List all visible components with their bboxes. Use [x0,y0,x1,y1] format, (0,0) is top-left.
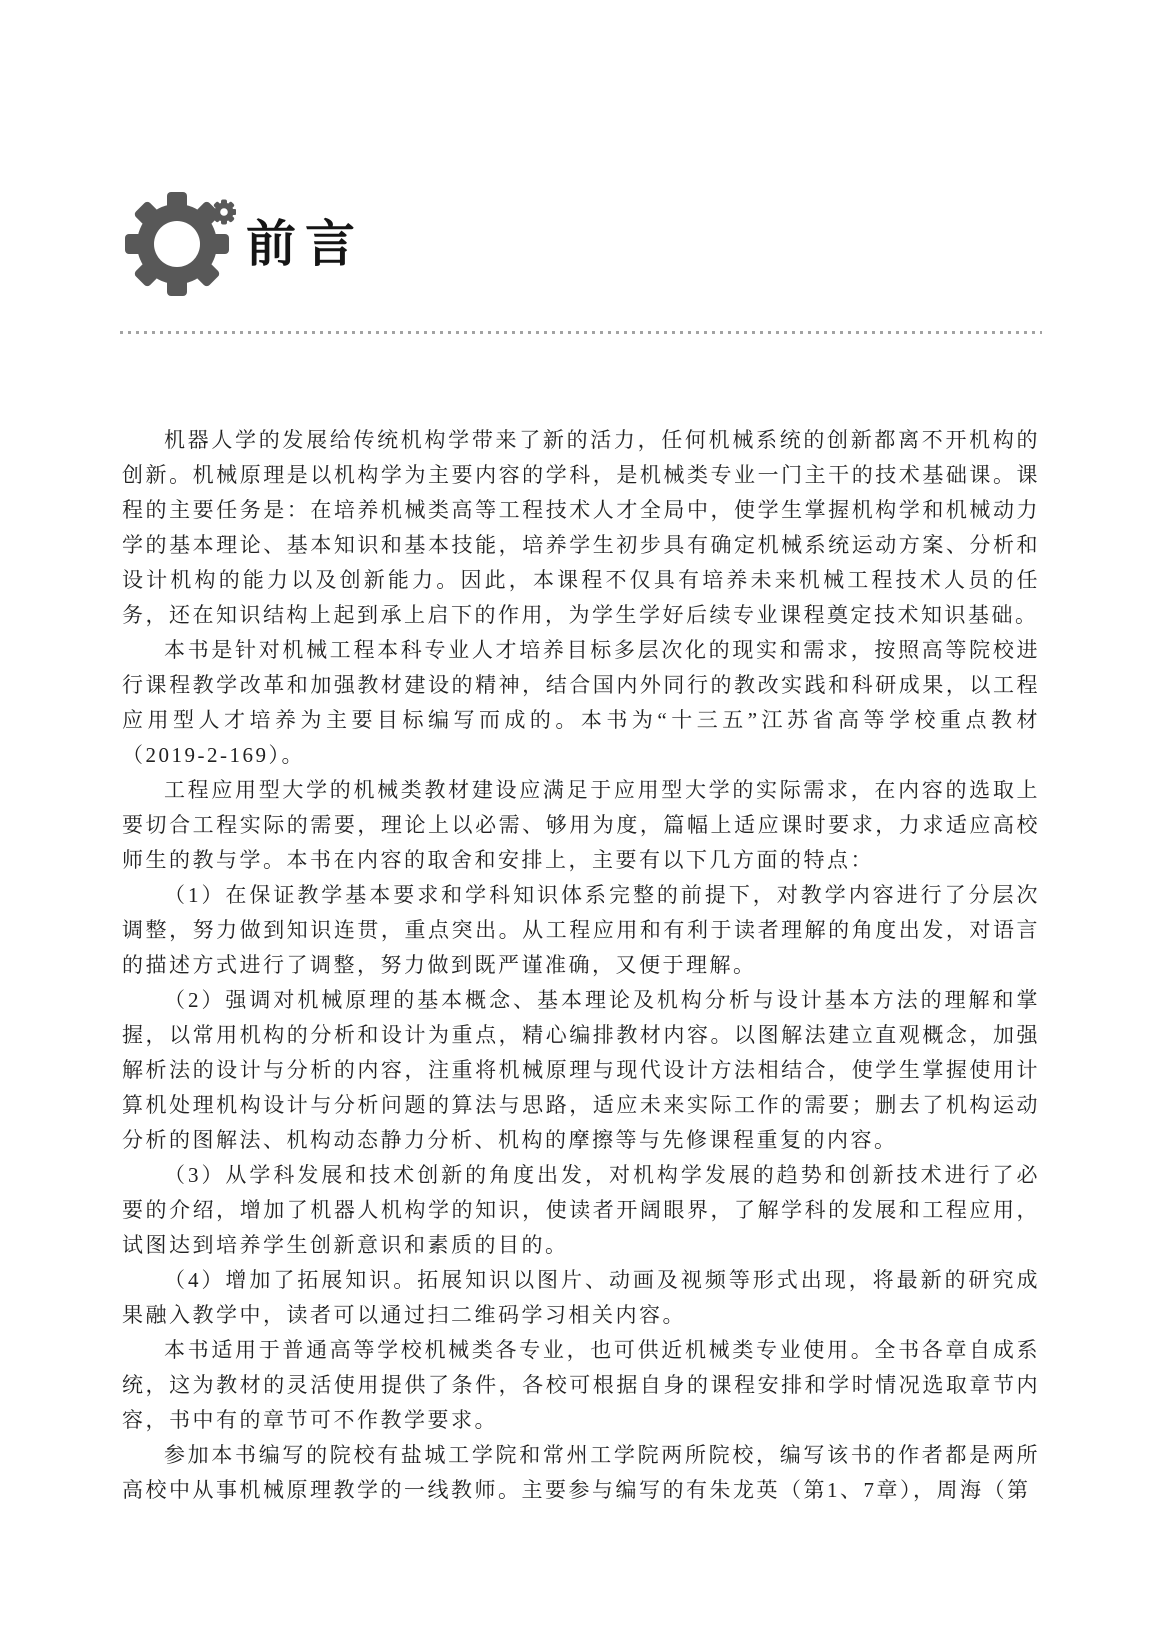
preface-paragraph: （2）强调对机械原理的基本概念、基本理论及机构分析与设计基本方法的理解和掌握，以常用机构的分析和设计为重点，精心编排教材内容。以图解法建立直观概念，加强解析法的设计与分析的内容，注重将机械原理与现代设计方法相结合，使学生掌握使用计算机处理机构设计与分析问题的算法与思路，适应未来实际工作的需要；删去了机构运动分析的图解法、机构动态静力分析、机构的摩擦等与先修课程重复的内容。 [122,988,1040,1152]
preface-paragraph: 工程应用型大学的机械类教材建设应满足于应用型大学的实际需求，在内容的选取上要切合工程实际的需要，理论上以必需、够用为度，篇幅上适应课时要求，力求适应高校师生的教与学。本书在内容的取舍和安排上，主要有以下几方面的特点： [122,778,1040,872]
large-gear-icon [125,192,229,296]
preface-paragraph: 本书适用于普通高等学校机械类各专业，也可供近机械类专业使用。全书各章自成系统，这为教材的灵活使用提供了条件，各校可根据自身的课程安排和学时情况选取章节内容，书中有的章节可不作教学要求。 [122,1338,1040,1432]
preface-paragraph: 参加本书编写的院校有盐城工学院和常州工学院两所院校，编写该书的作者都是两所高校中从事机械原理教学的一线教师。主要参与编写的有朱龙英（第1、7章），周海（第 [122,1443,1040,1502]
preface-paragraph: （3）从学科发展和技术创新的角度出发，对机构学发展的趋势和创新技术进行了必要的介绍，增加了机器人机构学的知识，使读者开阔眼界，了解学科的发展和工程应用，试图达到培养学生创新意识和素质的目的。 [122,1163,1040,1257]
preface-paragraph: （1）在保证教学基本要求和学科知识体系完整的前提下，对教学内容进行了分层次调整，努力做到知识连贯，重点突出。从工程应用和有利于读者理解的角度出发，对语言的描述方式进行了调整，努力做到既严谨准确，又便于理解。 [122,883,1040,977]
preface-paragraph: （4）增加了拓展知识。拓展知识以图片、动画及视频等形式出现，将最新的研究成果融入教学中，读者可以通过扫二维码学习相关内容。 [122,1268,1040,1327]
dotted-separator [120,331,1042,334]
preface-paragraph: 机器人学的发展给传统机构学带来了新的活力，任何机械系统的创新都离不开机构的创新。机械原理是以机构学为主要内容的学科，是机械类专业一门主干的技术基础课。课程的主要任务是：在培养机械类高等工程技术人才全局中，使学生掌握机构学和机械动力学的基本理论、基本知识和基本技能，培养学生初步具有确定机械系统运动方案、分析和设计机构的能力以及创新能力。因此，本课程不仅具有培养未来机械工程技术人员的任务，还在知识结构上起到承上启下的作用，为学生学好后续专业课程奠定技术知识基础。 [122,428,1040,627]
page-title: 前言 [246,216,364,272]
preface-body [122,423,1040,1508]
preface-paragraph: 本书是针对机械工程本科专业人才培养目标多层次化的现实和需求，按照高等院校进行课程教学改革和加强教材建设的精神，结合国内外同行的教改实践和科研成果，以工程应用型人才培养为主要目标编写而成的。本书为“十三五”江苏省高等学校重点教材（2019-2-169）。 [122,638,1040,767]
gear-icon [124,190,236,296]
small-gear-icon [212,200,237,225]
